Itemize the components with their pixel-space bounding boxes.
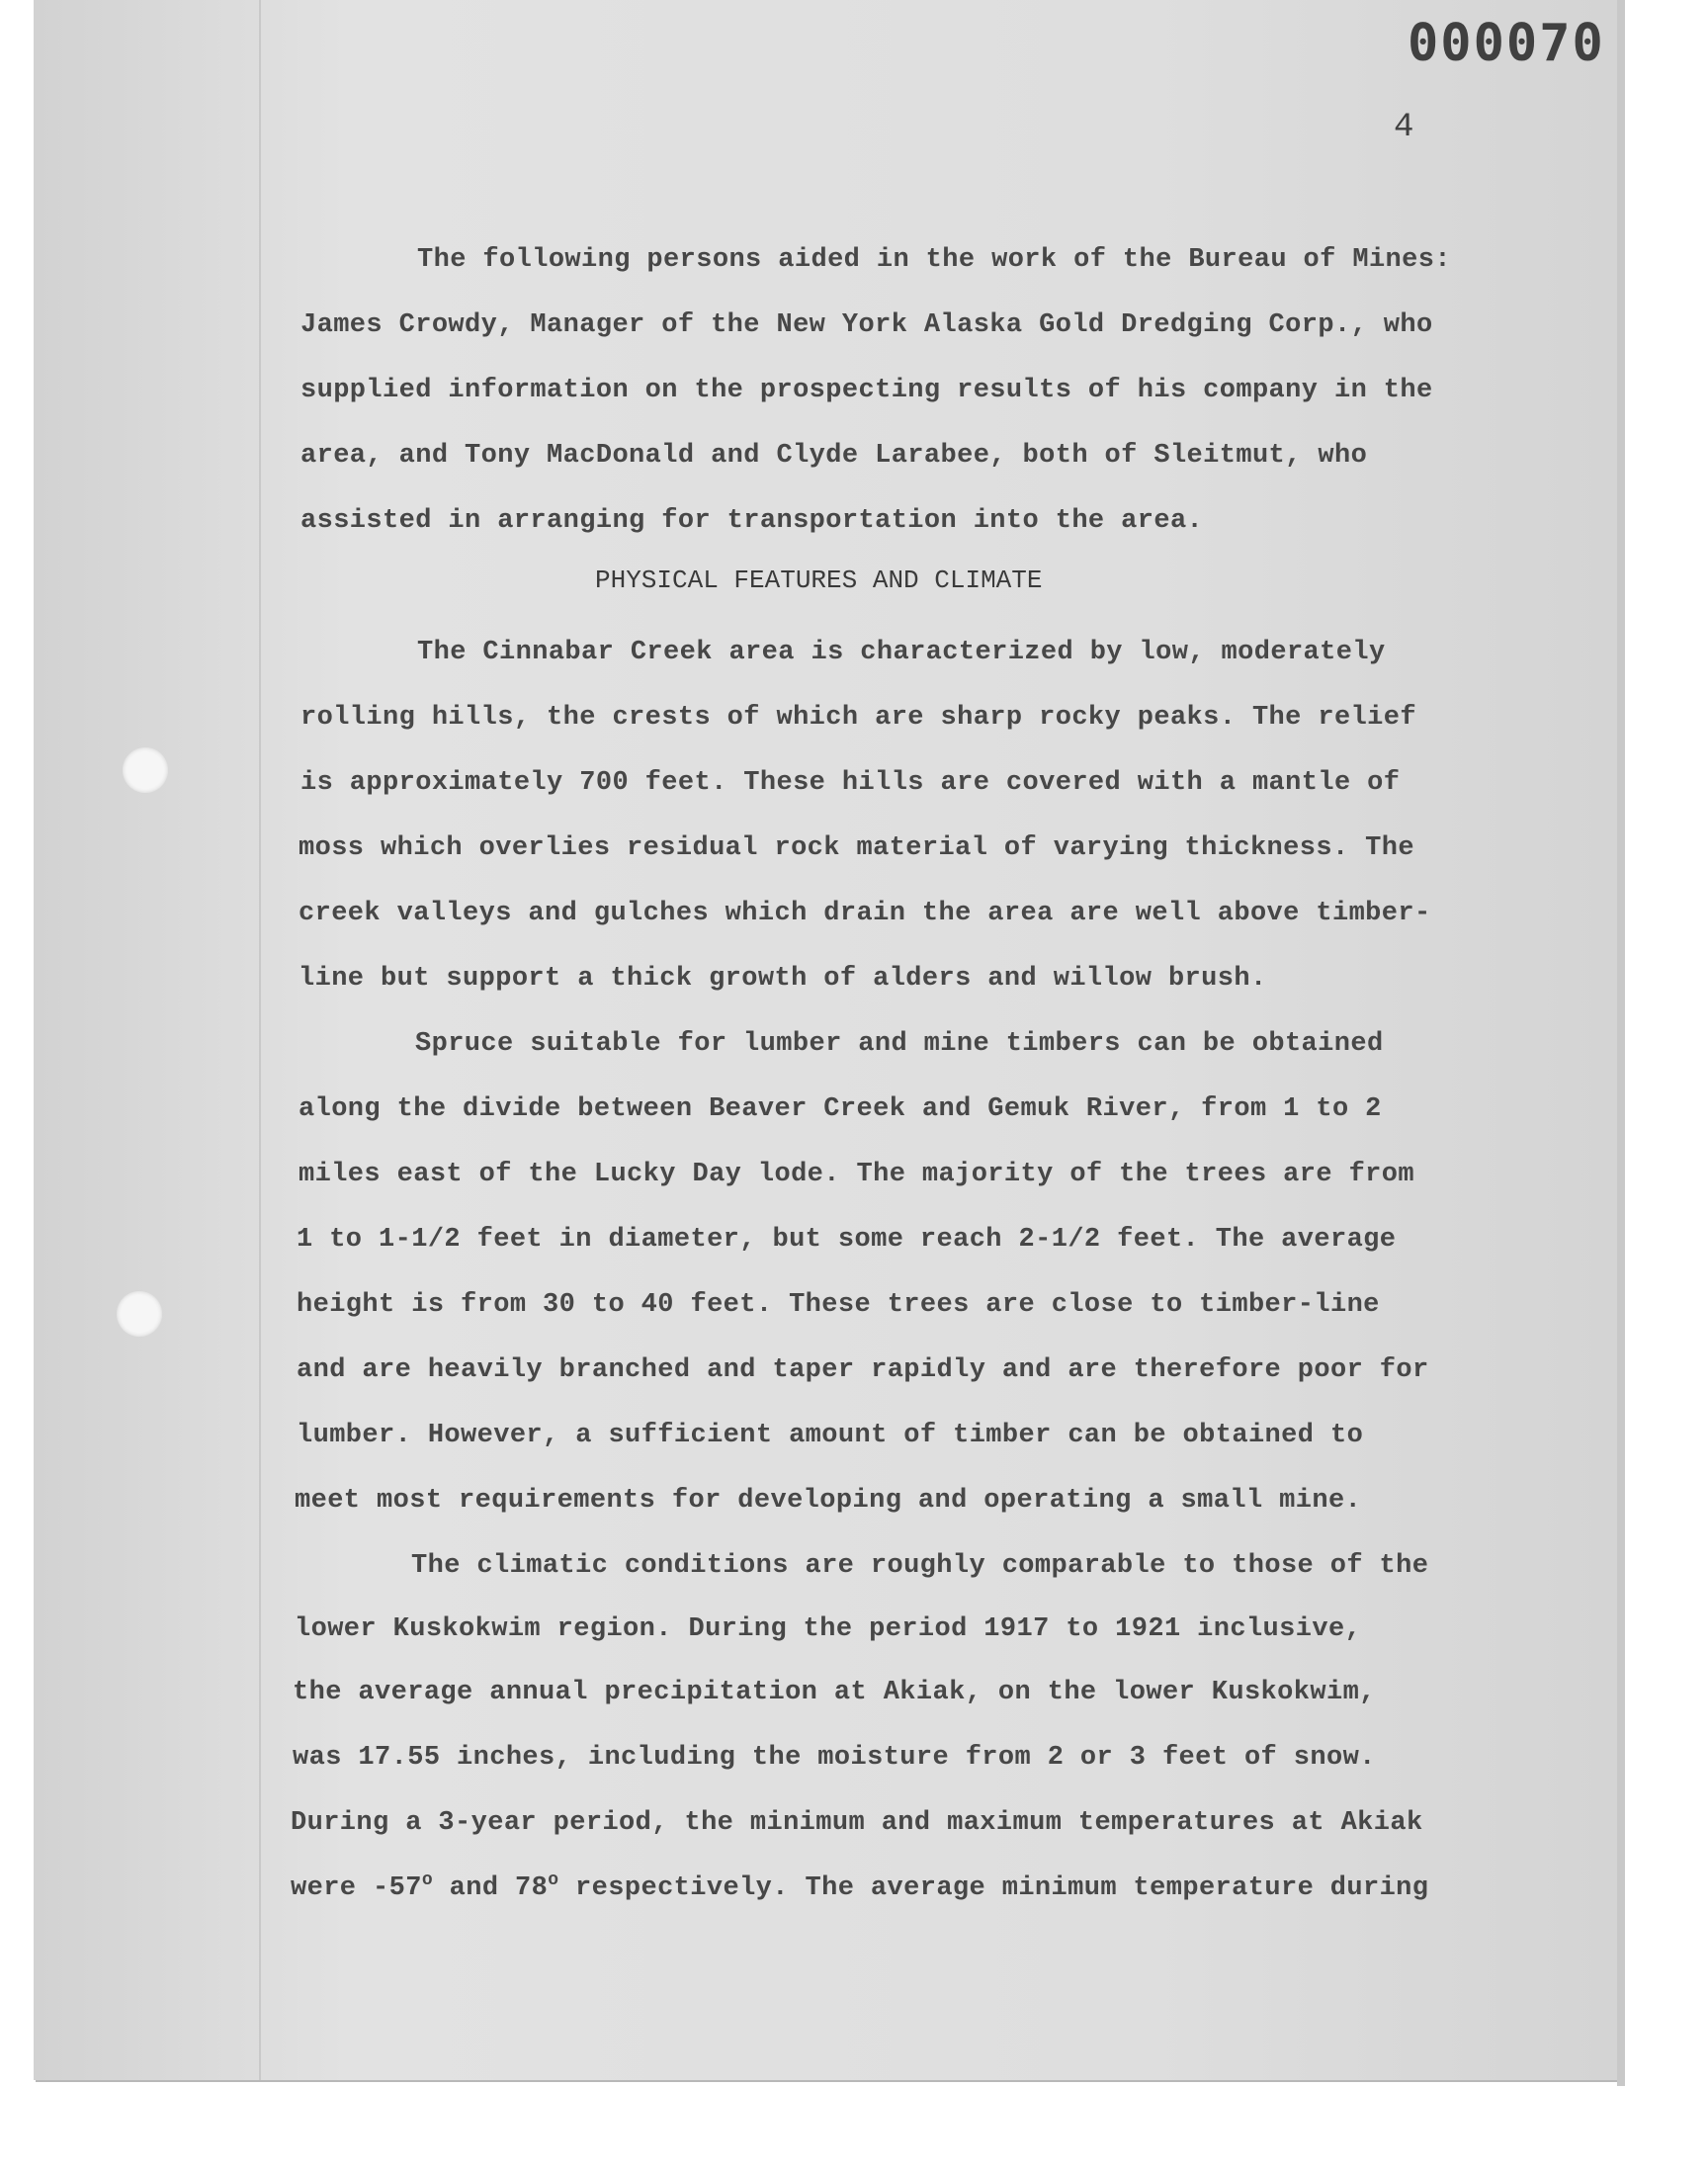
text-segment: were -57 bbox=[291, 1873, 422, 1903]
text-line: During a 3-year period, the minimum and maximum temperatures at Akiak bbox=[291, 1808, 1423, 1838]
text-line: The climatic conditions are roughly comparable to those of the bbox=[411, 1551, 1429, 1581]
text-line: is approximately 700 feet. These hills are covered with a mantle of bbox=[300, 768, 1401, 798]
text-line: was 17.55 inches, including the moisture from 2 or 3 feet of snow. bbox=[293, 1743, 1376, 1773]
text-line: The Cinnabar Creek area is characterized by low, moderately bbox=[417, 638, 1386, 667]
text-line: supplied information on the prospecting results of his company in the bbox=[300, 376, 1433, 405]
punch-hole-top bbox=[123, 747, 168, 793]
text-line: moss which overlies residual rock material of varying thickness. The bbox=[299, 833, 1414, 863]
text-line: height is from 30 to 40 feet. These trees are close to timber-line bbox=[297, 1290, 1380, 1320]
text-line: creek valleys and gulches which drain the area are well above timber- bbox=[299, 899, 1431, 928]
punch-hole-bottom bbox=[117, 1291, 162, 1337]
text-line-with-degrees bbox=[291, 1870, 1429, 1903]
text-segment: respectively. The average minimum temperature during bbox=[558, 1873, 1429, 1903]
text-line: along the divide between Beaver Creek and Gemuk River, from 1 to 2 bbox=[299, 1094, 1382, 1124]
section-heading: PHYSICAL FEATURES AND CLIMATE bbox=[595, 566, 1043, 595]
text-line: rolling hills, the crests of which are sharp rocky peaks. The relief bbox=[300, 703, 1416, 733]
text-line: Spruce suitable for lumber and mine timbers can be obtained bbox=[415, 1029, 1384, 1059]
text-line: area, and Tony MacDonald and Clyde Larabee, both of Sleitmut, who bbox=[300, 441, 1368, 471]
page-number: 4 bbox=[1394, 109, 1414, 146]
text-line: lower Kuskokwim region. During the period 1917 to 1921 inclusive, bbox=[295, 1614, 1362, 1644]
text-line: assisted in arranging for transportation into the area. bbox=[300, 506, 1204, 536]
page-edge bbox=[1617, 0, 1625, 2086]
text-line: The following persons aided in the work of the Bureau of Mines: bbox=[417, 245, 1451, 275]
text-line: and are heavily branched and taper rapidly and are therefore poor for bbox=[297, 1355, 1429, 1385]
text-line: James Crowdy, Manager of the New York Alaska Gold Dredging Corp., who bbox=[300, 310, 1433, 340]
binding-margin-line bbox=[259, 0, 261, 2080]
degree-symbol: o bbox=[548, 1870, 559, 1890]
text-line: the average annual precipitation at Akiak, on the lower Kuskokwim, bbox=[293, 1678, 1376, 1707]
text-segment: and 78 bbox=[433, 1873, 549, 1903]
text-line: 1 to 1-1/2 feet in diameter, but some reach 2-1/2 feet. The average bbox=[297, 1225, 1397, 1255]
text-line: lumber. However, a sufficient amount of timber can be obtained to bbox=[297, 1421, 1364, 1450]
text-line: miles east of the Lucky Day lode. The majority of the trees are from bbox=[299, 1160, 1414, 1189]
text-line: line but support a thick growth of alders and willow brush. bbox=[299, 964, 1267, 994]
text-line: meet most requirements for developing and operating a small mine. bbox=[295, 1486, 1362, 1516]
document-stamp-number: 000070 bbox=[1408, 14, 1605, 73]
degree-symbol: o bbox=[421, 1870, 434, 1890]
